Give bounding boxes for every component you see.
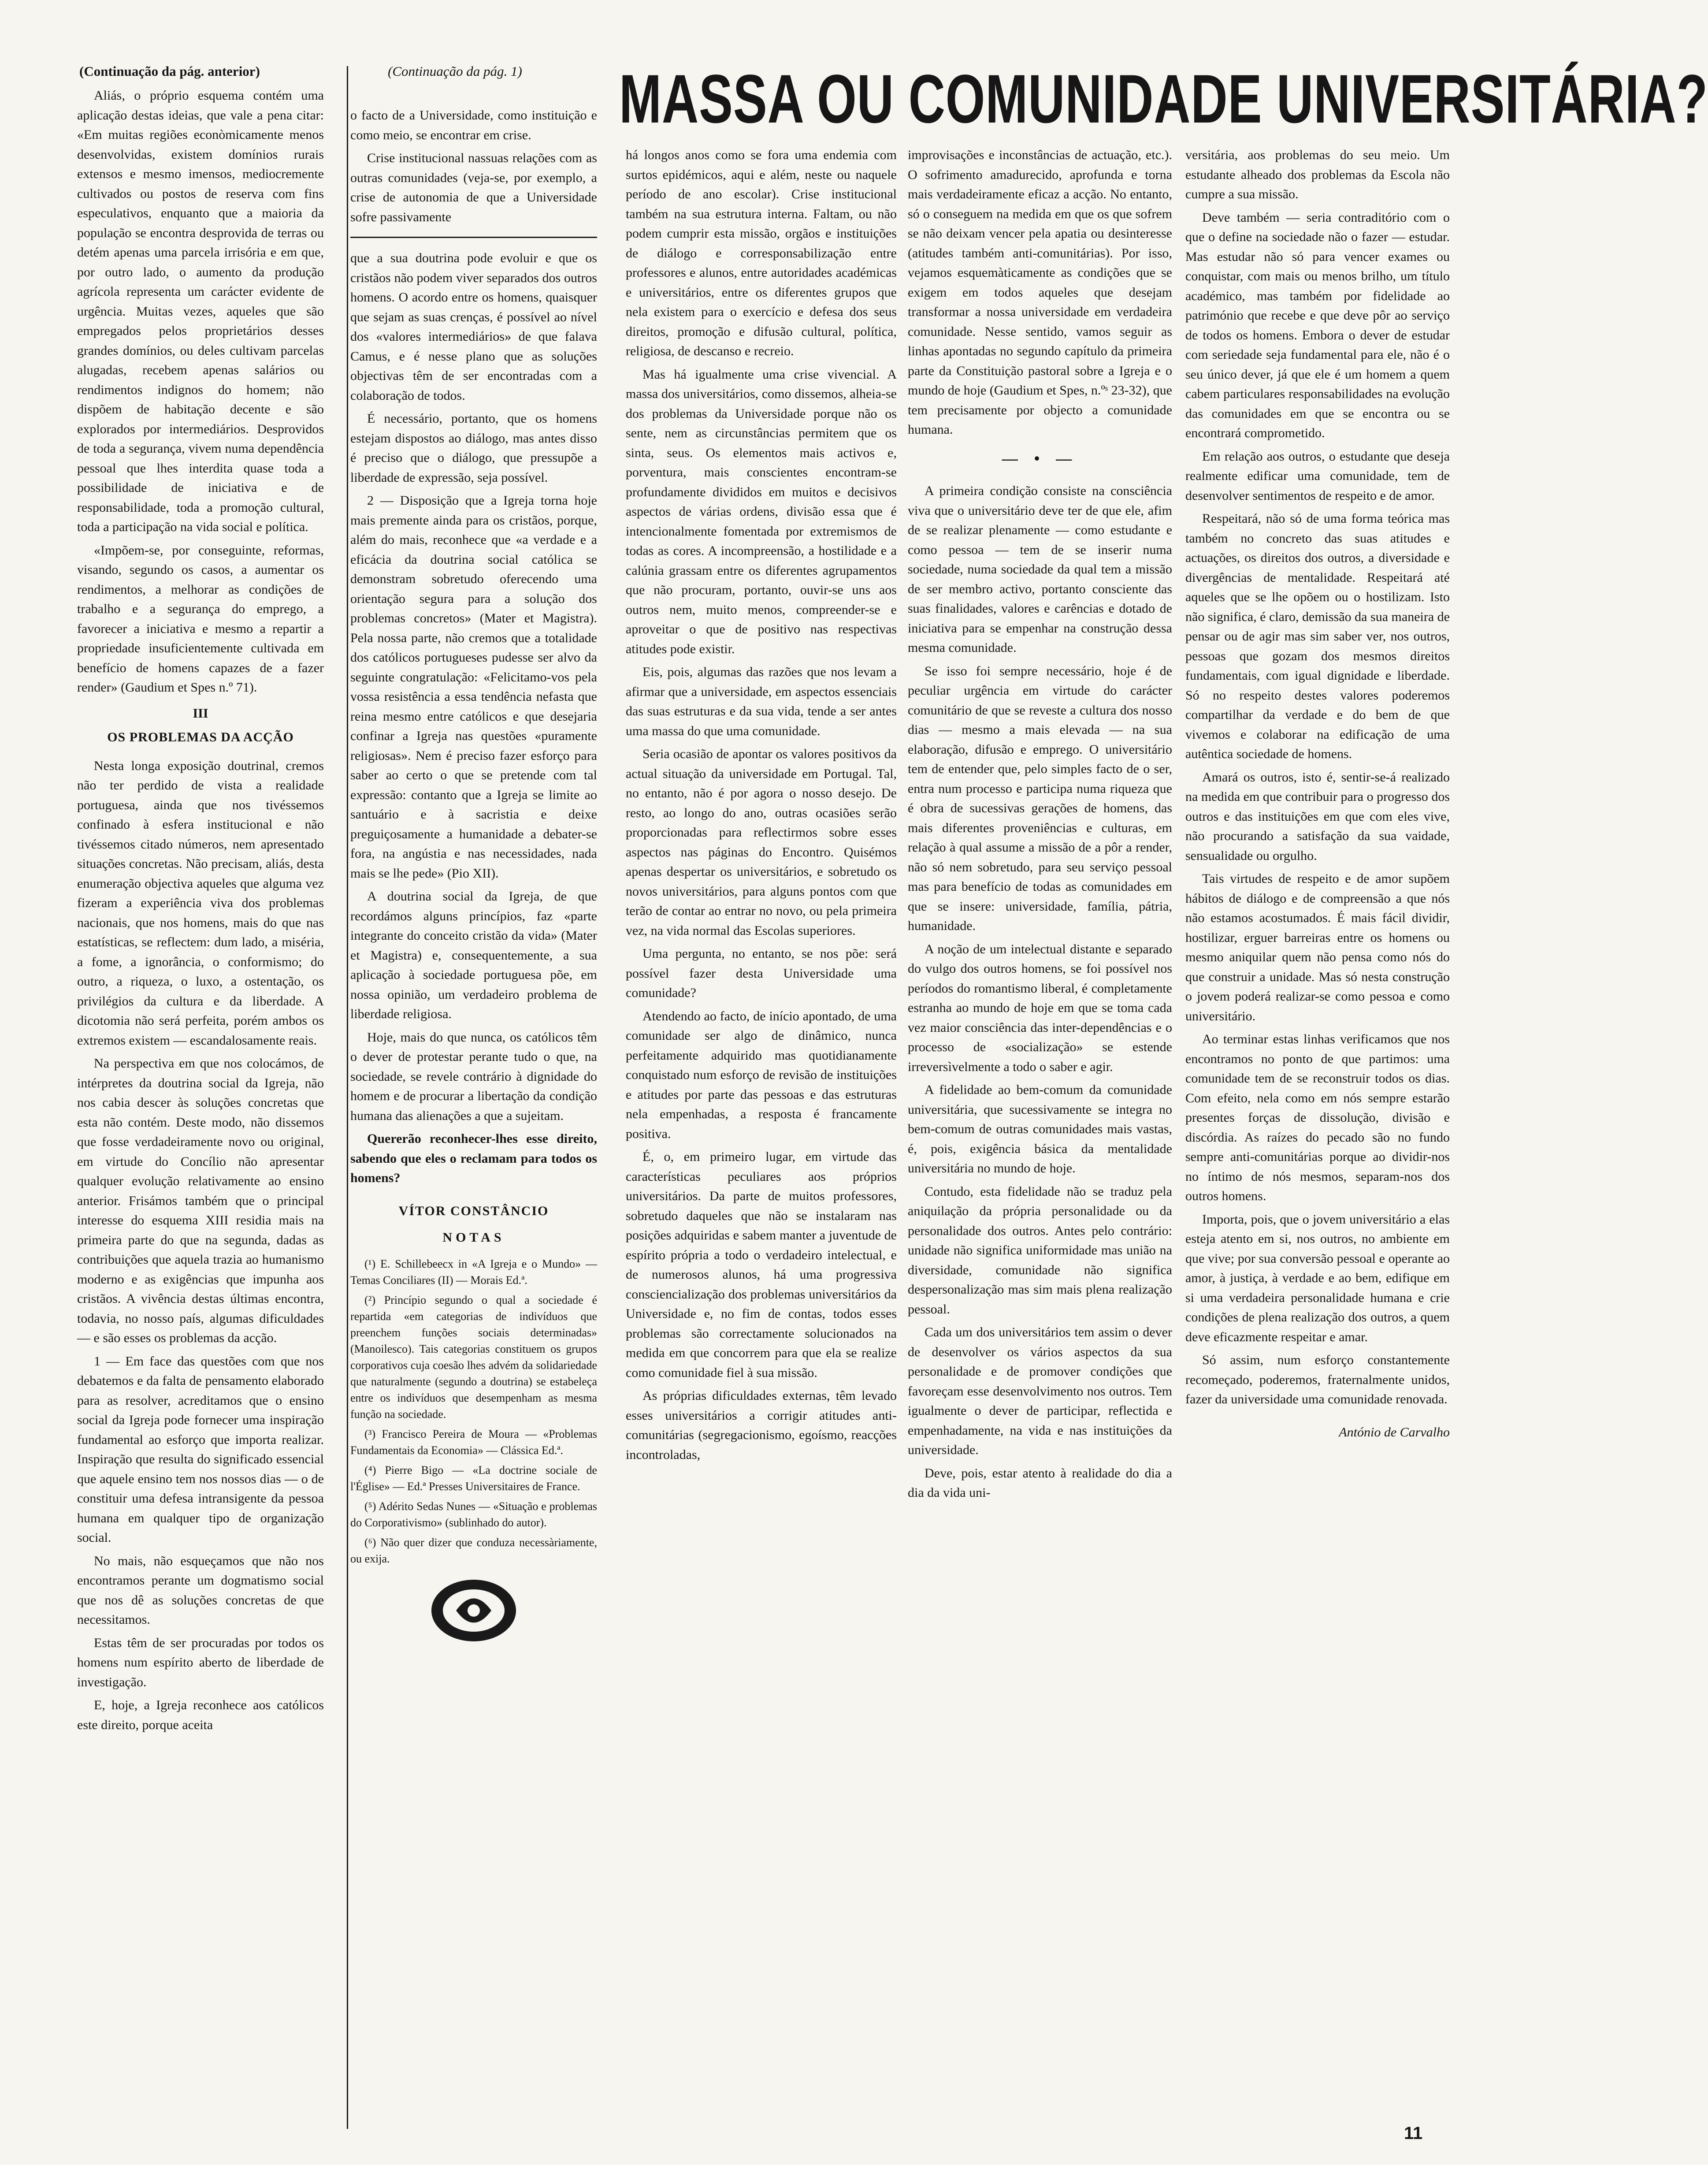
- article-headline: MASSA OU COMUNIDADE UNIVERSITÁRIA?: [619, 61, 1708, 138]
- decorative-emblem-icon: [430, 1577, 518, 1644]
- section-number: III: [193, 706, 208, 721]
- continuation-label-center: (Continuação da pág. 1): [388, 63, 522, 79]
- notes-title: NOTAS: [442, 1230, 505, 1245]
- paragraph: Mas há igualmente uma crise vivencial. A massa dos universitários, como dissemos, alheia-se dos problemas da Universidade porque não os sente, nem as circunstâncias permitem que os sinta, seus. Os elementos mais activos e, porventura, mais conscientes encontram-se profundamente divididos em muitos e decisivos aspectos de várias ordens, divisão essa que é intencionalmente fomentada por extremismos de todas as cores. A incompreensão, a hostilidade e a calúnia grassam entre os diferentes agrupamentos que não procuram, portanto, ouvir-se uns aos outros nem, muito menos, compreender-se e aproveitar o que de positivo nas respectivas atitudes pode existir.: [626, 367, 897, 656]
- author-name: VÍTOR CONSTÂNCIO: [398, 1203, 549, 1218]
- column-5: [1185, 145, 1450, 2107]
- paragraph: Atendendo ao facto, de início apontado, de uma comunidade ser algo de dinâmico, nunca perfeitamente adquirido mas quotidianamente conquistado num esforço de revisão de instituições e atitudes por parte das pessoas e das estruturas nela empenhadas, a resposta é francamente positiva.: [626, 1008, 897, 1141]
- column-rule: [347, 66, 348, 2129]
- paragraph: A doutrina social da Igreja, de que recordámos alguns princípios, faz «parte integrante do conceito cristão da vida» (Mater et Magistra) e, consequentemente, a sua aplicação à sociedade portuguesa põe, em nossa opinião, um verdadeiro problema de liberdade religiosa.: [350, 889, 597, 1021]
- paragraph: Deve, pois, estar atento à realidade do dia a dia da vida uni-: [908, 1466, 1172, 1500]
- section-rule: [350, 237, 597, 238]
- footnote: (⁵) Adérito Sedas Nunes — «Situação e problemas do Corporativismo» (sublinhado do autor).: [350, 1499, 597, 1529]
- paragraph: Contudo, esta fidelidade não se traduz pela aniquilação da própria personalidade ou da personalidade dos outros. Antes pelo contrário: unidade não significa uniformidade mas união na diversidade, comunidade não significa despersonalização mas sim mais plena realização pessoal.: [908, 1184, 1172, 1317]
- paragraph: Deve também — seria contraditório com o que o define na sociedade não o fazer — estudar. Mas estudar não só para vencer exames ou conquistar, com mais ou menos brilho, um título académico, mas também por fidelidade ao património que recebe e que deve pôr ao serviço de todos os homens. Embora o dever de estudar com seriedade seja fundamental para ele, não é o seu único dever, já que ele é um homem a quem cabem particulares responsabilidades na evolução das comunidades em que se encontra ou se encontrará comprometido.: [1185, 210, 1450, 440]
- page-number: 11: [1404, 2124, 1423, 2143]
- column-1: [77, 86, 324, 2135]
- footnote: (³) Francisco Pereira de Moura — «Problemas Fundamentais da Economia» — Clássica Ed.ª.: [350, 1427, 597, 1457]
- continuation-label-left: (Continuação da pág. anterior): [79, 63, 260, 79]
- paragraph: Eis, pois, algumas das razões que nos levam a afirmar que a universidade, em aspectos essenciais das suas estruturas e da sua vida, tende a ser antes uma massa do que uma comunidade.: [626, 665, 897, 738]
- paragraph: Hoje, mais do que nunca, os católicos têm o dever de protestar perante tudo o que, na sociedade, se revele contrário à dignidade do homem e de procurar a libertação da condição humana das alienações a que a sujeitam.: [350, 1030, 597, 1123]
- paragraph: Nesta longa exposição doutrinal, cremos não ter perdido de vista a realidade portuguesa, ainda que nos tivéssemos confinado à esfera institucional e não tivéssemos citado números, nem apresentado situações concretas. Não precisam, aliás, desta enumeração objectiva aqueles que alguma vez fizeram a experiência viva dos problemas nacionais, que nos homens, mais do que nas estatísticas, se reflectem: dum lado, a miséria, a fome, a ignorância, o conformismo; do outro, a riqueza, o luxo, a ostentação, os privilégios da cultura e da liberdade. A dicotomia não será perfeita, porém ambos os extremos existem — escandalosamente reais.: [77, 758, 324, 1048]
- footnote: (¹) E. Schillebeecx in «A Igreja e o Mundo» — Temas Conciliares (II) — Morais Ed.ª.: [350, 1257, 597, 1287]
- section-divider: — • —: [1002, 449, 1078, 467]
- paragraph: É necessário, portanto, que os homens estejam dispostos ao diálogo, mas antes disso é preciso que o diálogo, que pressupõe a liberdade de expressão, seja possível.: [350, 411, 597, 485]
- column-2: [350, 106, 597, 2116]
- paragraph: que a sua doutrina pode evoluir e que os cristãos não podem viver separados dos outros homens. O acordo entre os homens, quaisquer que sejam as suas crenças, é possível ao nível dos «valores intermediários» de que falava Camus, e é nesse plano que as soluções objectivas têm de ser encontradas com a colaboração de todos.: [350, 251, 597, 403]
- paragraph: Quererão reconhecer-lhes esse direito, sabendo que eles o reclamam para todos os homens?: [350, 1131, 597, 1185]
- paragraph: Respeitará, não só de uma forma teórica mas também no concreto das suas atitudes e actuações, os direitos dos outros, a diversidade e divergências de mentalidade. Respeitará até aqueles que se lhe opõem ou o hostilizam. Isto não significa, é claro, demissão da sua maneira de pensar ou de agir mas sim saber ver, nos outros, pessoas que gozam dos mesmos direitos fundamentais, com igual dignidade e liberdade. Só no respeito destes valores poderemos compartilhar da verdade e do bem de que vivemos e colaborar na edificação de uma autêntica sociedade de homens.: [1185, 511, 1450, 761]
- author-signature: António de Carvalho: [1339, 1425, 1450, 1440]
- paragraph: Seria ocasião de apontar os valores positivos da actual situação da universidade em Portugal. Tal, no entanto, não é por agora o nosso desejo. De resto, ao longo do ano, outras ocasiões serão proporcionadas para reflectirmos sobre esses aspectos nas páginas do Encontro. Quisémos apenas despertar os universitários, e sobretudo os novos universitários, para alguns pontos com que terão de contar ao entrar no novo, ou pela primeira vez, na vida normal das Escolas superiores.: [626, 747, 897, 938]
- paragraph: Em relação aos outros, o estudante que deseja realmente edificar uma comunidade, tem de desenvolver sentimentos de respeito e de amor.: [1185, 449, 1450, 503]
- paragraph: Tais virtudes de respeito e de amor supõem hábitos de diálogo e de compreensão a que nós não estamos acostumados. É mais fácil dividir, hostilizar, erguer barreiras entre os homens ou mesmo aniquilar quem não pensa como nós do que construir a unidade. Mas só nesta construção o jovem poderá realizar-se como pessoa e como universitário.: [1185, 871, 1450, 1023]
- paragraph: versitária, aos problemas do seu meio. Um estudante alheado dos problemas da Escola não cumpre a sua missão.: [1185, 148, 1450, 201]
- paragraph: Aliás, o próprio esquema contém uma aplicação destas ideias, que vale a pena citar: «Em muitas regiões econòmicamente menos desenvolvidas, existem domínios rurais extensos e mesmo imensos, mediocremente cultivados ou postos de reserva com fins especulativos, enquanto que a maioria da população se encontra desprovida de terras ou detém apenas uma parcela irrisória e em que, por outro lado, o aumento da produção agrícola representa um carácter evidente de urgência. Muitas vezes, aqueles que são empregados pelos proprietários desses grandes domínios, ou deles cultivam parcelas alugadas, recebem apenas salários ou rendimentos indignos do homem; não dispõem de habitação decente e são explorados por intermediários. Desprovidos de toda a segurança, vivem numa dependência pessoal que lhes interdita quase toda a possibilidade de iniciativa e de responsabilidade, toda a promoção cultural, toda a participação na vida social e política.: [77, 88, 324, 534]
- section-title: OS PROBLEMAS DA ACÇÃO: [107, 730, 294, 744]
- paragraph: 1 — Em face das questões com que nos debatemos e da falta de pensamento elaborado para as resolver, acreditamos que o ensino social da Igreja pode fornecer uma inspiração fundamental ao esforço que importa realizar. Inspiração que resulta do significado essencial que aquele ensino tem nos nossos dias — o de constituir uma defesa intransigente da pessoa humana em qualquer tipo de organização social.: [77, 1354, 324, 1545]
- paragraph: Só assim, num esforço constantemente recomeçado, poderemos, fraternalmente unidos, fazer da universidade uma comunidade renovada.: [1185, 1353, 1450, 1406]
- paragraph: Cada um dos universitários tem assim o dever de desenvolver os vários aspectos da sua personalidade e de promover condições que favoreçam esse desenvolvimento nos outros. Tem igualmente o dever de participar, reflectida e empenhadamente, na vida e nas instituições da universidade.: [908, 1325, 1172, 1457]
- paragraph: Ao terminar estas linhas verificamos que nos encontramos no ponto de que partimos: uma comunidade tem de se reconstruir todos os dias. Com efeito, nela como em nós sempre estarão presentes forças de dissolução, divisão e discórdia. As raízes do pecado são no fundo sempre anti-comunitárias porque ao dividir-nos no íntimo de nós mesmos, separam-nos dos outros homens.: [1185, 1032, 1450, 1203]
- paragraph: A fidelidade ao bem-comum da comunidade universitária, que sucessivamente se integra no bem-comum de outras comunidades mais vastas, é, pois, exigência básica da mentalidade universitária no mundo de hoje.: [908, 1082, 1172, 1175]
- notes-list: [350, 1256, 597, 1567]
- footnote: (⁶) Não quer dizer que conduza necessàriamente, ou exija.: [350, 1536, 597, 1565]
- footnote: (⁴) Pierre Bigo — «La doctrine sociale de l'Église» — Ed.ª Presses Universitaires de France.: [350, 1463, 597, 1493]
- paragraph: o facto de a Universidade, como instituição e como meio, se encontrar em crise.: [350, 108, 597, 142]
- paragraph: 2 — Disposição que a Igreja torna hoje mais premente ainda para os cristãos, porque, além do mais, reconhece que «a verdade e a eficácia da doutrina social católica se demonstram sobretudo oferecendo uma orientação segura para a solução dos problemas concretos» (Mater et Magistra). Pela nossa parte, não cremos que a totalidade dos católicos portugueses pudesse ser alvo da seguinte congratulação: «Felicitamo-vos pela vossa resistência a essa tendência nefasta que reina mesmo entre católicos e que desejaria confinar a Igreja nas questões «puramente religiosas». Nem é preciso fazer esforço para saber ao certo o que se pretende com tal expressão: contanto que a Igreja se limite ao santuário e à sacristia e deixe preguiçosamente a humanidade a debater-se fora, na angústia e nas necessidades, nada mais se lhe pede» (Pio XII).: [350, 493, 597, 881]
- paragraph: A noção de um intelectual distante e separado do vulgo dos outros homens, se foi possível nos períodos do romantismo liberal, é completamente estranha ao mundo de hoje em que se toma cada vez maior consciência das inter-dependências e o processo de «socialização» se estende irreversìvelmente a todo o saber e agir.: [908, 941, 1172, 1074]
- paragraph: A primeira condição consiste na consciência viva que o universitário deve ter de que ele, afim de se realizar plenamente — como estudante e como pessoa — tem de se inserir numa sociedade, numa sociedade da qual tem a missão de ser membro activo, portanto consciente das suas finalidades, valores e carências e dotado de iniciativa para se empenhar na construção dessa mesma comunidade.: [908, 484, 1172, 655]
- paragraph: Uma pergunta, no entanto, se nos põe: será possível fazer desta Universidade uma comunidade?: [626, 946, 897, 1000]
- paragraph: Importa, pois, que o jovem universitário a elas esteja atento em si, nos outros, no ambiente em que vive; por sua conversão pessoal e operante ao amor, à justiça, à verdade e ao bem, edifique em si uma verdadeira personalidade humana e crie condições de plena realização dos outros, a quem deve eficazmente respeitar e amar.: [1185, 1212, 1450, 1344]
- paragraph: improvisações e inconstâncias de actuação, etc.). O sofrimento amadurecido, aprofunda e torna mais verdadeiramente eficaz a acção. No entanto, só o conseguem na medida em que os que sofrem se não deixam vencer pela apatia ou desinteresse (atitudes também anti-comunitárias). Por isso, vejamos esquemàticamente as condições que se exigem em todos aqueles que desejam transformar a nossa universidade em verdadeira comunidade. Nesse sentido, vamos seguir as linhas apontadas no segundo capítulo da primeira parte da Constituição pastoral sobre a Igreja e o mundo de hoje (Gaudium et Spes, n.ºˢ 23-32), que tem precisamente por objecto a comunidade humana.: [908, 148, 1172, 437]
- paragraph: Estas têm de ser procuradas por todos os homens num espírito aberto de liberdade de investigação.: [77, 1635, 324, 1689]
- paragraph: No mais, não esqueçamos que não nos encontramos perante um dogmatismo social que nos dê as soluções concretas de que necessitamos.: [77, 1553, 324, 1627]
- paragraph: É, o, em primeiro lugar, em virtude das características peculiares aos próprios universitários. Da parte de muitos professores, sobretudo daqueles que não se instalaram nas posições adquiridas e sabem manter a juventude de espírito própria a todo o verdadeiro intelectual, e de numerosos alunos, há uma progressiva consciencialização dos problemas universitários da Universidade e, no fim de contas, todos esses problemas são correctamente solucionados na medida em que concorrem para que ela se realize como comunidade fiel à sua missão.: [626, 1149, 897, 1380]
- paragraph: As próprias dificuldades externas, têm levado esses universitários a corrigir atitudes anti-comunitárias (segregacionismo, egoísmo, reacções incontroladas,: [626, 1388, 897, 1462]
- paragraph: Na perspectiva em que nos colocámos, de intérpretes da doutrina social da Igreja, não nos cabia descer às soluções concretas que esta não contém. Deste modo, não dissemos que fosse verdadeiramente novo ou original, em virtude do Concílio não apresentar qualquer evolução relativamente ao ensino anterior. Frisámos também que o principal interesse do esquema XIII residia mais na primeira parte do que na segunda, dadas as contribuições que aquela trazia ao humanismo moderno e as exigências que impunha aos cristãos. A vivência destas últimas encontra, todavia, no nosso país, algumas dificuldades — e são esses os problemas da acção.: [77, 1056, 324, 1345]
- paragraph: há longos anos como se fora uma endemia com surtos epidémicos, aqui e além, neste ou naquele período de ano escolar). Crise institucional também na sua estrutura interna. Faltam, ou não podem cumprir esta missão, orgãos e instituições de diálogo e corresponsabilização entre professores e alunos, entre autoridades académicas e universitários, entre os diferentes grupos que nela existem para o exercício e defesa dos seus direitos, promoção e difusão cultural, política, religiosa, de descanso e recreio.: [626, 148, 897, 358]
- paragraph: E, hoje, a Igreja reconhece aos católicos este direito, porque aceita: [77, 1698, 324, 1732]
- footnote: (²) Princípio segundo o qual a sociedade é repartida «em categorias de indivíduos que preenchem funções sociais determinadas» (Manoilesco). Tais categorias constituem os grupos corporativos cuja coesão lhes advém da solidariedade que naturalmente (segundo a doutrina) se estabeleça entre os indivíduos que desempenham as mesma função na sociedade.: [350, 1293, 597, 1421]
- paragraph: Crise institucional nassuas relações com as outras comunidades (veja-se, por exemplo, a crise de autonomia de que a Universidade sofre passivamente: [350, 151, 597, 224]
- paragraph: Amará os outros, isto é, sentir-se-á realizado na medida em que contribuir para o progresso dos outros e das instituições em que com eles vive, não procurando a satisfação da sua vaidade, sensualidade ou orgulho.: [1185, 770, 1450, 863]
- column-4: [908, 145, 1172, 2146]
- paragraph: «Impõem-se, por conseguinte, reformas, visando, segundo os casos, a aumentar os rendimentos, a melhorar as condições de trabalho e a segurança do emprego, a favorecer a iniciativa e mesmo a repartir a propriedade insuficientemente cultivada em benefício de homens capazes de a fazer render» (Gaudium et Spes n.º 71).: [77, 543, 324, 695]
- paragraph: Se isso foi sempre necessário, hoje é de peculiar urgência em virtude do carácter comunitário de que se reveste a cultura dos nosso dias — mesmo a mais elevada — na sua elaboração, difusão e emprego. O universitário tem de entender que, pelo simples facto de o ser, entra num processo e participa numa riqueza que é obra de sucessivas gerações de homens, das mais diferentes proveniências e culturas, em relação à qual assume a missão de a pôr a render, não só nem sobretudo, para seu serviço pessoal mas para benefício de todas as comunidades em que se insere: universidade, família, pátria, humanidade.: [908, 663, 1172, 933]
- column-3: [626, 145, 897, 2146]
